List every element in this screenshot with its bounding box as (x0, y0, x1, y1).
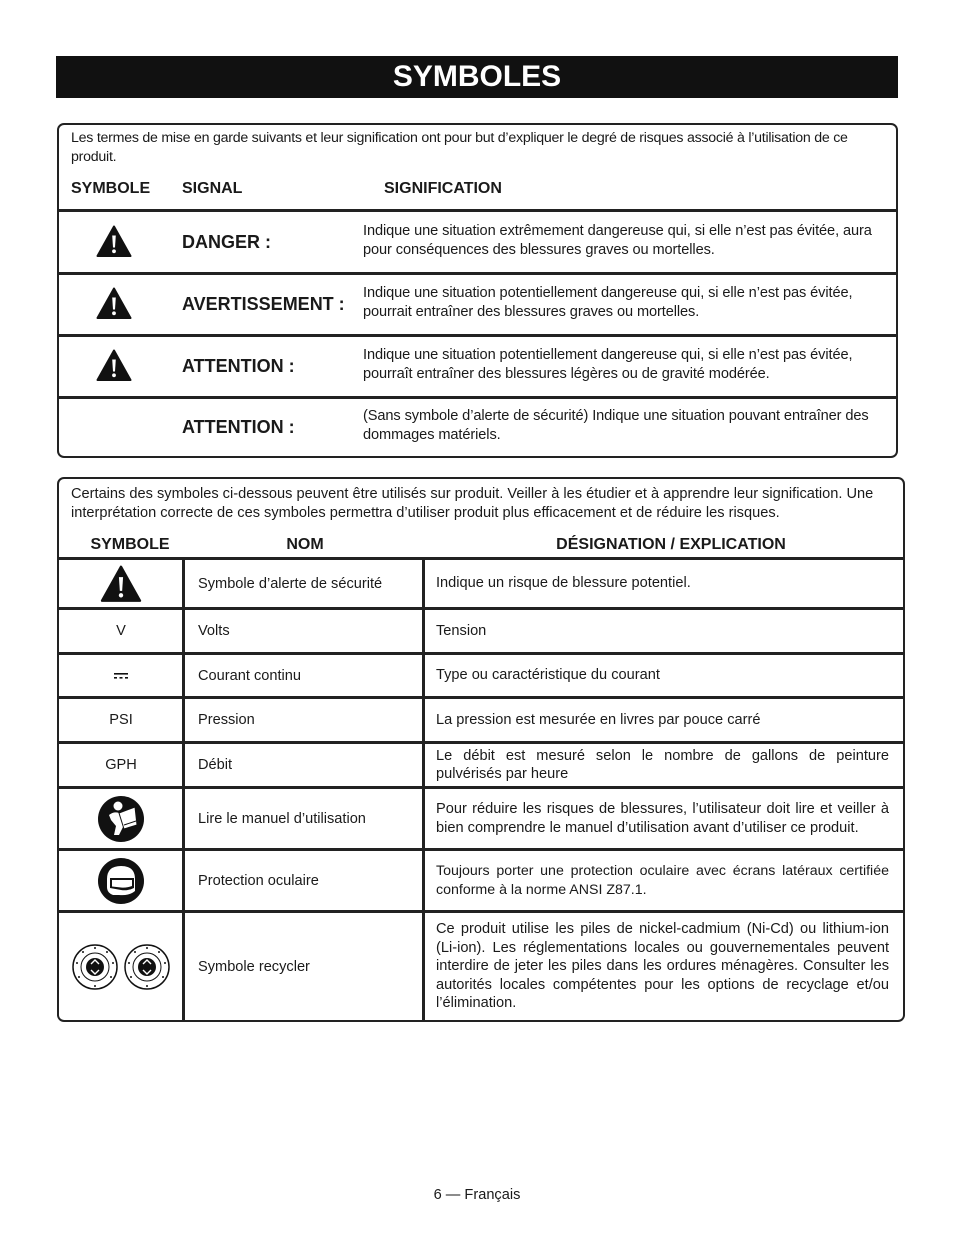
symbol-explanation: Type ou caractéristique du courant (436, 667, 660, 684)
signal-description: (Sans symbole d’alerte de sécurité) Indique une situation pouvant entraîner des dommages matériels. (363, 408, 869, 443)
symbol-text: PSI (109, 712, 133, 728)
page-title: SYMBOLES (56, 56, 898, 98)
header-designation: DÉSIGNATION / EXPLICATION (556, 536, 786, 553)
symbol-name: Lire le manuel d’utilisation (198, 810, 366, 827)
recycle-seal-icon (71, 943, 171, 991)
page-footer: 6 — Français (433, 1187, 521, 1203)
symbol-name: Débit (198, 757, 233, 773)
symbol-explanation: La pression est mesurée en livres par pouce carré (436, 711, 761, 728)
symbol-explanation: Indique un risque de blessure potentiel. (436, 575, 691, 592)
signal-row-avertissement (59, 274, 896, 334)
header-signification: SIGNIFICATION (384, 180, 502, 197)
warning-triangle-icon (96, 349, 132, 382)
symbol-name: Volts (198, 623, 230, 639)
read-manual-icon (97, 795, 145, 843)
warning-triangle-icon (96, 225, 132, 258)
symbol-name: Pression (198, 712, 255, 728)
symbol-explanation: Ce produit utilise les piles de nickel-cadmium (Ni-Cd) ou lithium-ion (Li-ion). Les réglementations locales ou gouvernementales peuvent interdire de jeter les piles dans les ordures ménagères. Consulter les autorités locales compétentes pour les options de recyclage et/ou l’élimination. (436, 921, 889, 1012)
symbol-cell (59, 851, 183, 910)
signal-row-attention-no-symbol (59, 397, 896, 457)
signal-description: Indique une situation potentiellement dangereuse qui, si elle n’est pas évitée, pourraît entraîner des blessures légères ou de gravité modérée. (363, 347, 853, 382)
header-signal: SIGNAL (182, 180, 243, 197)
signal-row-attention (59, 336, 896, 396)
header-symbole: SYMBOLE (90, 536, 170, 553)
symbol-explanation: Toujours porter une protection oculaire avec écrans latéraux certifiée conforme à la norme ANSI Z87.1. (436, 863, 889, 898)
symbols-box (57, 477, 905, 1022)
symbol-row (59, 913, 903, 1020)
signal-row-danger (59, 212, 896, 272)
symbol-name: Protection oculaire (198, 872, 319, 889)
eye-protection-icon (97, 857, 145, 905)
direct-current-icon (113, 671, 129, 681)
symbol-text: V (116, 623, 126, 639)
symbol-cell (59, 913, 183, 1020)
signal-description: Indique une situation extrêmement dangereuse qui, si elle n’est pas évitée, aura pour conséquences des blessures graves ou mortelles. (363, 223, 872, 258)
symbol-row (59, 744, 903, 786)
symbol-name: Courant continu (198, 667, 302, 684)
symbol-row (59, 699, 903, 741)
symbol-row (59, 560, 903, 607)
symbol-row (59, 851, 903, 910)
symbol-cell (59, 655, 183, 696)
signal-description: Indique une situation potentiellement dangereuse qui, si elle n’est pas évitée, pourrait entraîner des blessures graves ou mortelles. (363, 285, 853, 320)
signal-word: ATTENTION : (182, 356, 295, 376)
symbols-intro: Certains des symboles ci-dessous peuvent être utilisés sur produit. Veiller à les étudier et à apprendre leur signification. Une interprétation correcte de ces symboles permettra d’utiliser produit plus efficacement et de réduire les risques. (71, 486, 874, 521)
symbol-explanation: Tension (436, 622, 487, 639)
symbol-explanation: Le débit est mesuré selon le nombre de gallons de peinture pulvérisés par heure (436, 747, 889, 782)
header-symbole: SYMBOLE (71, 180, 151, 197)
symbol-row (59, 610, 903, 652)
safety-alert-icon (100, 565, 142, 603)
signal-word: ATTENTION : (182, 417, 295, 437)
warning-triangle-icon (96, 287, 132, 320)
header-nom: NOM (286, 536, 324, 553)
symbol-row (59, 655, 903, 696)
symbol-cell (59, 789, 183, 848)
symbol-explanation: Pour réduire les risques de blessures, l’utilisateur doit lire et veiller à bien comprendre le manuel d’utilisation avant d’utiliser ce produit. (436, 801, 889, 836)
signal-words-box (57, 123, 898, 458)
signal-word: AVERTISSEMENT : (182, 294, 345, 314)
symbol-cell (59, 560, 183, 607)
signal-word: DANGER : (182, 232, 271, 252)
symbol-name: Symbole d’alerte de sécurité (198, 575, 383, 592)
signal-intro: Les termes de mise en garde suivants et leur signification ont pour but d’expliquer le degré de risques associé à l’utilisation de ce produit. (71, 130, 848, 165)
symbol-text: GPH (105, 757, 137, 773)
symbol-row (59, 789, 903, 848)
symbol-name: Symbole recycler (198, 958, 310, 975)
